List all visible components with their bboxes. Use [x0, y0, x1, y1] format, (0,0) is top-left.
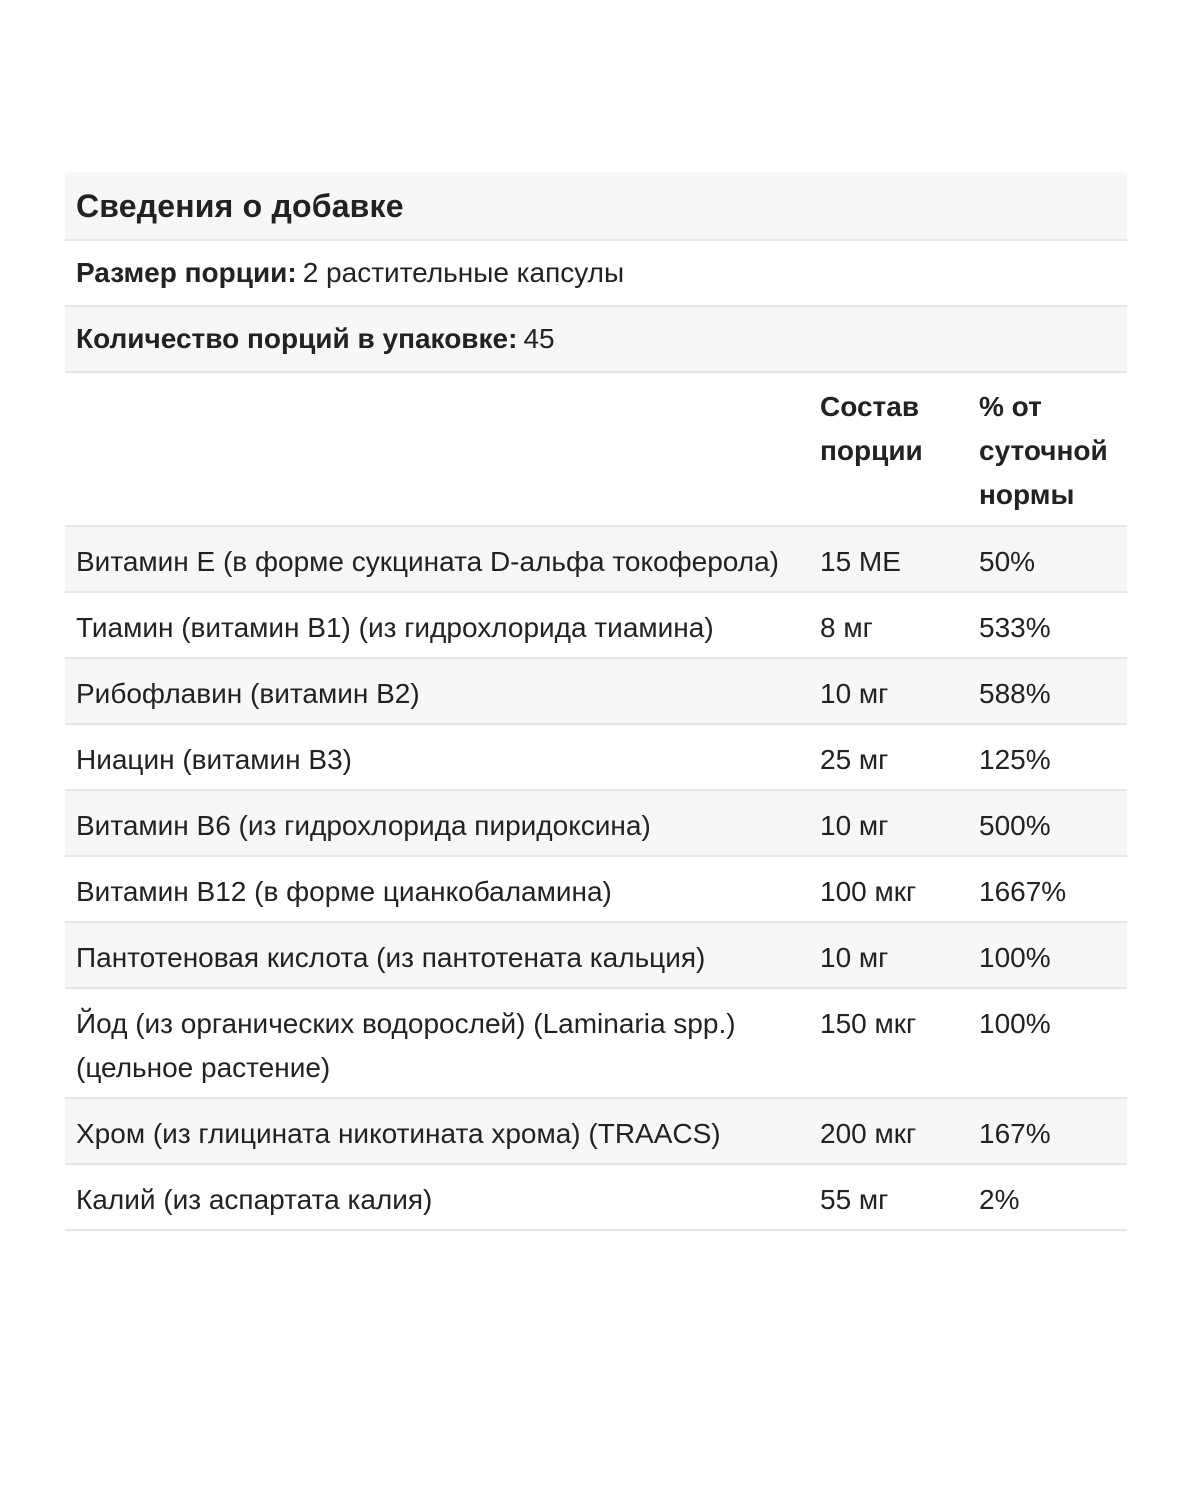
table-row	[65, 923, 1127, 989]
nutrient-amount: 10 мг	[820, 810, 889, 841]
nutrient-daily-value: 2%	[979, 1184, 1020, 1215]
table-row	[65, 593, 1127, 659]
nutrient-name: Хром (из глицината никотината хрома) (TRAACS)	[76, 1118, 721, 1149]
nutrient-amount: 10 мг	[820, 678, 889, 709]
header-dv-line3: нормы	[979, 479, 1075, 510]
table-row	[65, 725, 1127, 791]
table-title-row	[65, 172, 1127, 241]
nutrient-daily-value: 1667%	[979, 876, 1067, 907]
table-row	[65, 527, 1127, 593]
header-amount-column	[820, 385, 979, 473]
servings-per-container-value: 45	[523, 323, 555, 354]
nutrient-amount: 55 мг	[820, 1184, 889, 1215]
serving-size-label: Размер порции:	[76, 257, 297, 288]
nutrient-name: Витамин B12 (в форме цианкобаламина)	[76, 876, 612, 907]
header-dv-line1: % от	[979, 391, 1042, 422]
table-row	[65, 857, 1127, 923]
header-dv-line2: суточной	[979, 435, 1108, 466]
table-row	[65, 791, 1127, 857]
nutrient-daily-value: 100%	[979, 942, 1051, 973]
column-header-row	[65, 373, 1127, 527]
nutrient-name: Витамин B6 (из гидрохлорида пиридоксина)	[76, 810, 651, 841]
nutrient-name: Рибофлавин (витамин B2)	[76, 678, 420, 709]
nutrient-name: Тиамин (витамин B1) (из гидрохлорида тиамина)	[76, 612, 714, 643]
servings-per-container-label: Количество порций в упаковке:	[76, 323, 518, 354]
nutrient-amount: 25 мг	[820, 744, 889, 775]
nutrient-name: Витамин E (в форме сукцината D-альфа токоферола)	[76, 546, 779, 577]
nutrient-daily-value: 588%	[979, 678, 1051, 709]
nutrient-amount: 100 мкг	[820, 876, 917, 907]
table-row	[65, 989, 1127, 1099]
serving-size-row	[65, 241, 1127, 307]
nutrient-name: Ниацин (витамин B3)	[76, 744, 352, 775]
nutrient-name: Калий (из аспартата калия)	[76, 1184, 433, 1215]
nutrient-daily-value: 50%	[979, 546, 1036, 577]
nutrient-amount: 150 мкг	[820, 1008, 917, 1039]
nutrient-daily-value: 500%	[979, 810, 1051, 841]
table-title: Сведения о добавке	[76, 188, 404, 224]
nutrient-daily-value: 533%	[979, 612, 1051, 643]
nutrient-name: Йод (из органических водорослей) (Laminaria spp.) (цельное растение)	[76, 1008, 736, 1083]
nutrient-amount: 200 мкг	[820, 1118, 917, 1149]
nutrient-amount: 8 мг	[820, 612, 873, 643]
nutrient-amount: 10 мг	[820, 942, 889, 973]
supplement-facts-table	[65, 172, 1127, 1231]
servings-per-container-row	[65, 307, 1127, 373]
table-row	[65, 1099, 1127, 1165]
header-amount-line1: Состав	[820, 391, 920, 422]
nutrient-amount: 15 МЕ	[820, 546, 901, 577]
table-row	[65, 659, 1127, 725]
header-daily-value-column	[979, 385, 1127, 517]
nutrient-daily-value: 167%	[979, 1118, 1051, 1149]
serving-size-value: 2 растительные капсулы	[302, 257, 625, 288]
header-amount-line2: порции	[820, 435, 923, 466]
table-row	[65, 1165, 1127, 1231]
nutrient-name: Пантотеновая кислота (из пантотената кальция)	[76, 942, 706, 973]
nutrient-daily-value: 100%	[979, 1008, 1051, 1039]
nutrient-daily-value: 125%	[979, 744, 1051, 775]
